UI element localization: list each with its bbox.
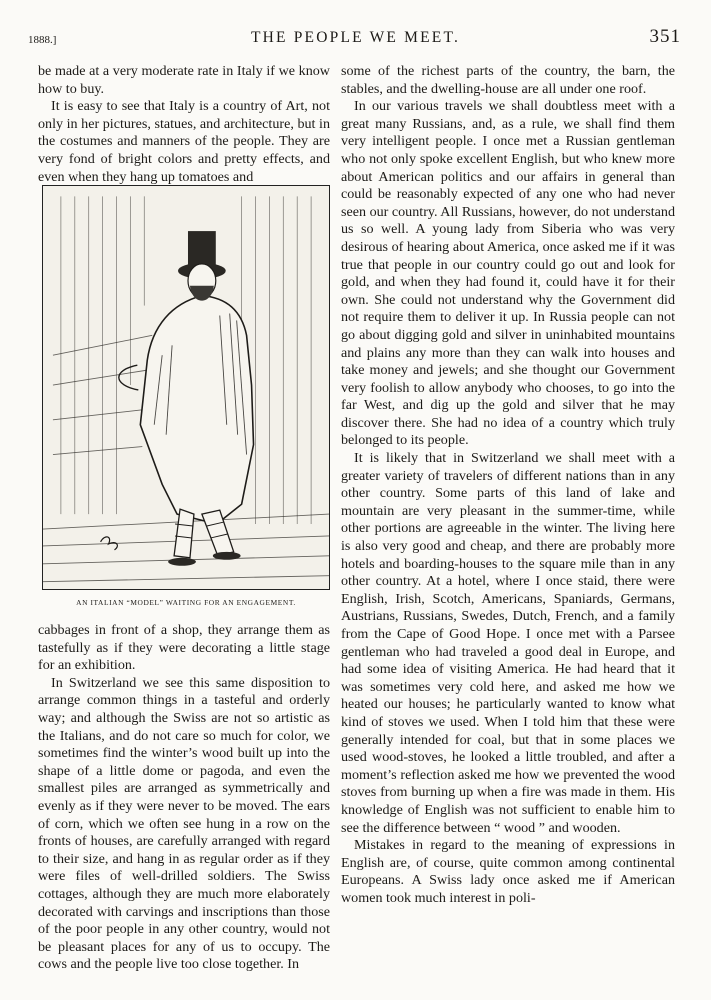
paragraph: cabbages in front of a shop, they arrange them as tastefully as if they were decorating a little stage for an exhibition. [38,622,330,674]
paragraph: It is likely that in Switzerland we shall meet with a greater variety of travelers of different nations than in any other country. Some parts of this land of lake and mountain are very pleasant in the summer-time, while other portions are agreeable in the winter. The living here is also very good and cheap, and there are probably more hotels and boarding-houses to the square mile than in any other country. At a hotel, where I once staid, there were English, Irish, Scotch, Americans, Spaniards, Germans, Austrians, Russians, Swedes, Dutch, French, and a family from the Cape of Good Hope. I once met with a Parsee gentleman who had traveled a good deal in Europe, and had some idea of visiting America. He had heard that it was sometimes very cold here, and asked me how we heated our houses; he particularly wanted to know what kind of stoves we used. When I told him that these were generally intended for coal, but that in some places we used wood-stoves, he looked a little troubled, and after a moment’s reflection asked me how we prevented the wood stoves from burning up when a fire was made in them. His knowledge of English was not sufficient to enable him to see the difference between “ wood ” and wooden. [341,450,675,836]
left-column-top [38,63,330,186]
header-title: THE PEOPLE WE MEET. [250,29,461,46]
right-column [341,63,675,908]
running-header [0,14,711,54]
page-number: 351 [649,26,681,47]
illustration-italian-model [42,185,330,590]
paragraph: be made at a very moderate rate in Italy if we know how to buy. [38,63,330,97]
paragraph: some of the richest parts of the country, the barn, the stables, and the dwelling-house are all under one roof. [341,63,675,97]
paragraph: It is easy to see that Italy is a country of Art, not only in her pictures, statues, and architecture, but in the costumes and manners of the people. They are very fond of bright colors and pretty effects, and even when they hang up tomatoes and [38,98,330,185]
header-year: 1888.] [28,34,57,46]
left-column-bottom [38,622,330,974]
paragraph: In Switzerland we see this same disposition to arrange common things in a tasteful and orderly way; and although the Swiss are not so artistic as the Italians, and do not care so much for color, we sometimes find the winter’s wood built up into the shape of a little dome or pagoda, and even the smallest piles are arranged as symmetrically and evenly as if they were never to be moved. The ears of corn, which we often see hung in a row on the fronts of houses, are carefully arranged with regard to their size, and hang in as regular order as if they were files of well-drilled soldiers. The Swiss cottages, although they are much more elaborately decorated with carvings and inscriptions than those of the poor people in any other country, would not be pleasant places for any of us to occupy. The cows and the people live too close together. In [38,674,330,973]
engraving-drawing [43,186,329,589]
figure-caption: AN ITALIAN “MODEL” WAITING FOR AN ENGAGEMENT. [76,598,296,607]
paragraph: Mistakes in regard to the meaning of expressions in English are, of course, quite common among continental Europeans. A Swiss lady once asked me if American women took much interest in poli- [341,837,675,906]
paragraph: In our various travels we shall doubtless meet with a great many Russians, and, as a rule, we shall find them very intelligent people. I once met a Russian gentleman who not only spoke excellent English, but who knew more about American politics and our affairs in general than could be reasonably expected of any one who had never seen our country. All Russians, however, do not understand us so well. A young lady from Siberia who was very desirous of hearing about America, once asked me if it was true that people in our country could go out and look for gold, and when they had found it, could have it for their own. She could not understand why the Government did not require them to deliver it up. In Russia people can not go about digging gold and silver in uninhabited mountains and plains any more than they can walk into houses and take money and jewels; and she thought our Government very foolish to allow anybody who chooses, to go into the far West, and dig up the gold and silver that he may discover there. She had no idea of a country which truly belonged to its people. [341,98,675,449]
